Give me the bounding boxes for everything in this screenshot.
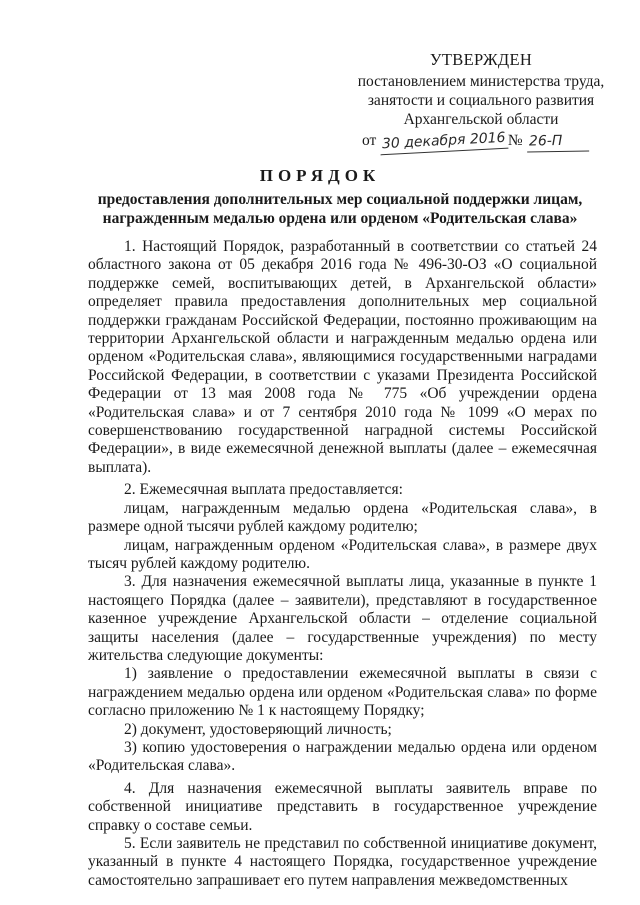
date-prefix: от xyxy=(362,132,377,149)
subtitle-line: предоставления дополнительных мер социальной поддержки лицам, xyxy=(97,191,583,208)
handwritten-date: 30 декабря 2016 xyxy=(380,129,508,156)
approval-line: Архангельской области xyxy=(403,111,559,128)
approval-line: занятости и социального развития xyxy=(367,92,595,109)
paragraph-clause-3: 3. Для назначения ежемесячной выплаты лица, указанные в пункте 1 настоящего Порядка (далее – заявители), представляют в государственное казенное учреждение Архангельской области – отделение социальной защиты населения (далее – государственные учреждения) по месту жительства следующие документы: xyxy=(88,573,597,664)
paragraph-item: лицам, награжденным медалью ордена «Родительская слава», в размере одной тысячи рублей каждому родителю; xyxy=(88,499,597,536)
document-body xyxy=(88,238,597,890)
approval-line: постановлением министерства труда, xyxy=(357,73,605,90)
approval-stamp xyxy=(350,50,612,152)
paragraph-item: 1) заявление о предоставлении ежемесячной выплаты в связи с награждением медалью ордена или орденом «Родительская слава» по форме согласно приложению № 1 к настоящему Порядку; xyxy=(88,665,597,720)
approval-heading: УТВЕРЖДЕН xyxy=(429,50,533,69)
approval-date-line xyxy=(350,131,612,152)
document-subtitle xyxy=(80,190,600,228)
paragraph-clause-2: 2. Ежемесячная выплата предоставляется: xyxy=(124,481,403,499)
paragraph-item: 2) документ, удостоверяющий личность; xyxy=(124,720,392,738)
paragraph-item: 3) копию удостоверения о награждении медалью ордена или орденом «Родительская слава». xyxy=(88,738,597,775)
document-title: ПОРЯДОК xyxy=(259,166,381,185)
subtitle-line: награжденным медалью ордена или орденом «Родительская слава» xyxy=(102,210,578,227)
paragraph-clause-1: 1. Настоящий Порядок, разработанный в соответствии со статьей 24 областного закона от 05 декабря 2016 года № 496-30-ОЗ «О социальной поддержке семей, воспитывающих детей, в Архангельской области» определяет правила предоставления дополнительных мер социальной поддержки гражданам Российской Федерации, постоянно проживающим на территории Архангельской области и награжденным медалью ордена или орденом «Родительская слава», являющимися государственными наградами Российской Федерации, в соответствии с указами Президента Российской Федерации от 13 мая 2008 года № 775 «Об учреждении ордена «Родительская слава» и от 7 сентября 2010 года № 1099 «О мерах по совершенствованию государственной наградной системы Российской Федерации», в виде ежемесячной денежной выплаты (далее – ежемесячная выплата). xyxy=(88,238,597,476)
paragraph-clause-4: 4. Для назначения ежемесячной выплаты заявитель вправе по собственной инициативе представить в государственное учреждение справку о составе семьи. xyxy=(88,779,597,834)
paragraph-clause-5: 5. Если заявитель не представил по собственной инициативе документ, указанный в пункте 4 настоящего Порядка, государственное учреждение самостоятельно запрашивает его путем направления межведомственных xyxy=(88,835,597,889)
paragraph-item: лицам, награжденным орденом «Родительская слава», в размере двух тысяч рублей каждому родителю. xyxy=(88,536,597,572)
handwritten-number: 26-П xyxy=(526,131,588,152)
number-prefix: № xyxy=(507,132,523,149)
